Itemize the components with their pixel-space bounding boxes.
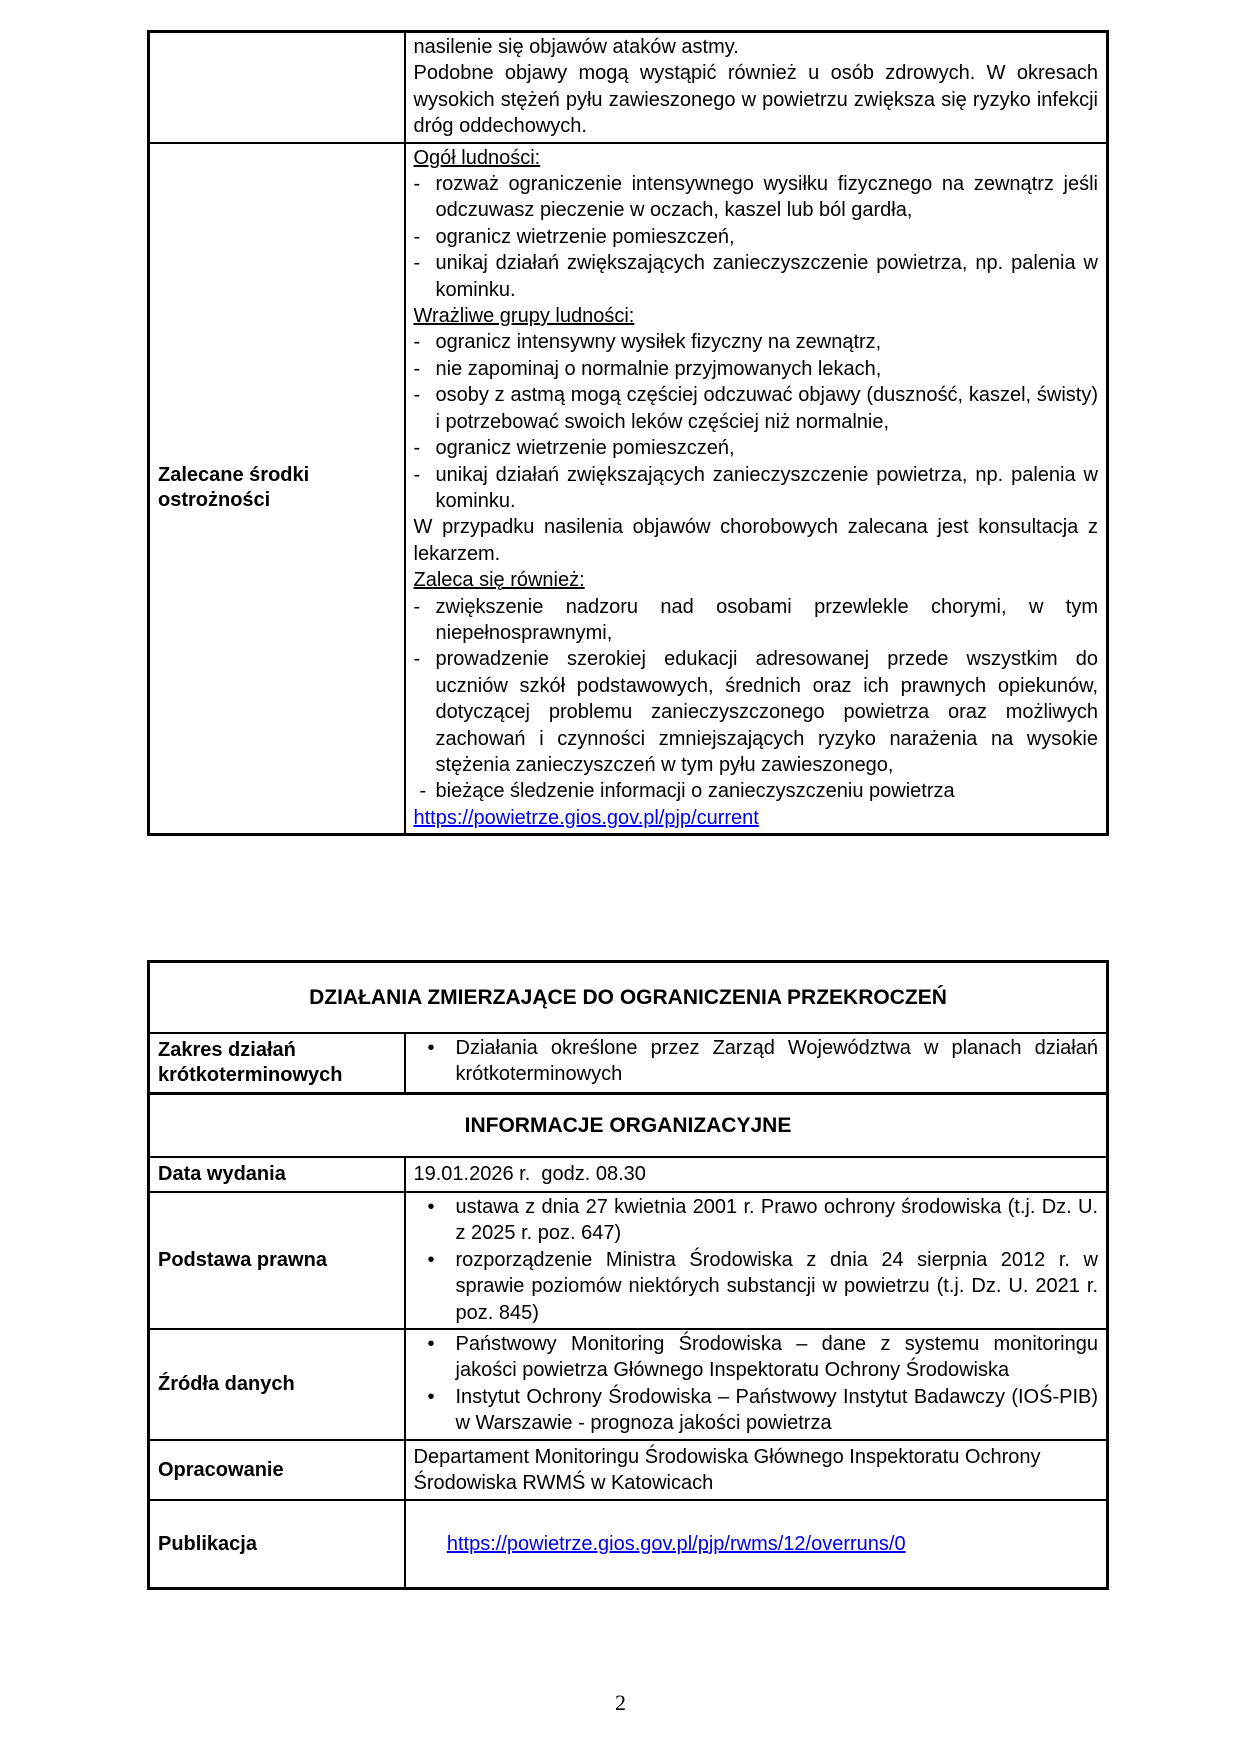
list-item-text: ustawa z dnia 27 kwietnia 2001 r. Prawo ochrony środowiska (t.j. Dz. U. z 2025 r. poz. 647) [455,1196,1098,1245]
list-item-text: prowadzenie szerokiej edukacji adresowanej przede wszystkim do uczniów szkół podstawowych, średnich oraz ich prawnych opiekunów, dotyczącej problemu zanieczyszczonego powietrza oraz możliwych zachowań i czynności zmniejszających ryzyko narażenia na wysokie stężenia zanieczyszczeń w tym pyłu zawieszonego, [435,648,1098,776]
table-row-issue-date [149,1157,1108,1192]
link-line [414,805,1099,831]
list-item-text: ogranicz intensywny wysiłek fizyczny na zewnątrz, [435,331,882,354]
health-effects-cell [405,32,1108,143]
list-item [414,171,1099,224]
precautions-label-cell [149,143,405,835]
list-item [414,1035,1099,1088]
subheading-sensitive-groups: Wrażliwe grupy ludności: [413,305,635,328]
list-item-text: osoby z astmą mogą częściej odczuwać objawy (duszność, kaszel, świsty) i potrzebować swoich leków częściej niż normalnie, [435,384,1098,433]
paragraph: Podobne objawy mogą wystąpić również u osób zdrowych. W okresach wysokich stężeń pyłu zawieszonego w powietrzu zwiększa się ryzyko infekcji dróg oddechowych. [413,62,1098,138]
bullet-marker: • [427,1196,435,1218]
issue-date-value: 19.01.2026 r. godz. 08.30 [405,1157,1108,1192]
list-item [414,435,1099,461]
list-item [414,1247,1099,1326]
list-item [414,594,1099,647]
bullet-marker: • [427,1385,435,1408]
table-row-org-info-title [149,1094,1108,1158]
list-item [414,356,1099,382]
table-row-prepared-by [149,1440,1108,1501]
dash-marker: - [419,780,427,803]
list-item [414,1194,1099,1247]
row-label: Opracowanie [158,1458,284,1481]
list-item-text: nie zapominaj o normalnie przyjmowanych lekach, [435,357,882,380]
bullet-marker: • [427,1248,435,1271]
short-term-actions-cell [405,1033,1108,1094]
prepared-by-value: Departament Monitoringu Środowiska Głównego Inspektoratu Ochrony Środowiska RWMŚ w Katowicach [405,1440,1108,1501]
dash-marker: - [413,225,421,248]
precautions-table [147,30,1109,836]
list-item-text: ogranicz wietrzenie pomieszczeń, [435,225,735,248]
list-item [414,646,1099,778]
row-label: Podstawa prawna [158,1249,327,1272]
dash-marker: - [413,437,421,460]
row-label: Publikacja [158,1532,257,1555]
list-item [414,382,1099,435]
row-label: Data wydania [158,1163,286,1185]
data-sources-cell [405,1329,1108,1440]
list-item-text: Instytut Ochrony Środowiska – Państwowy Instytut Badawczy (IOŚ-PIB) w Warszawie - prognoza jakości powietrza [455,1385,1098,1435]
legal-basis-cell [405,1192,1108,1329]
dash-marker: - [413,463,421,486]
dash-marker: - [413,357,421,380]
dash-marker: - [413,595,421,618]
organizational-info-table [147,960,1109,1590]
table-row-actions-title [149,962,1108,1034]
row-label: Zakres działań krótkoterminowych [158,1039,343,1086]
dash-marker: - [413,252,421,275]
page-number: 2 [615,1690,626,1715]
subheading-also-recommended: Zaleca się również: [413,569,585,592]
bullet-marker: • [427,1037,435,1059]
short-term-actions-label-cell [149,1033,405,1094]
list-item-text: rozważ ograniczenie intensywnego wysiłku fizycznego na zewnątrz jeśli odczuwasz pieczenie w oczach, kaszel lub ból gardła, [435,173,1098,222]
paragraph-doctor-consultation: W przypadku nasilenia objawów chorobowych zalecana jest konsultacja z lekarzem. [413,516,1098,565]
list-item-text: bieżące śledzenie informacji o zanieczyszczeniu powietrza [435,780,955,803]
list-item-text: rozporządzenie Ministra Środowiska z dnia 24 sierpnia 2012 r. w sprawie poziomów niektórych substancji w powietrzu (t.j. Dz. U. 2021 r. poz. 845) [455,1248,1098,1324]
list-item [414,778,1099,804]
list-item [414,224,1099,250]
table-row-publication [149,1500,1108,1588]
dash-marker: - [413,384,421,407]
publication-label-cell [149,1500,405,1588]
table-row-health-effects-continued [149,32,1108,143]
list-item [414,1331,1099,1384]
list-item [414,250,1099,303]
prepared-by-label-cell [149,1440,405,1501]
org-info-section-title: INFORMACJE ORGANIZACYJNE [149,1094,1108,1158]
row-label: Źródła danych [158,1372,295,1395]
list-item-text: unikaj działań zwiększających zanieczyszczenie powietrza, np. palenia w kominku. [435,252,1098,301]
list-item-text: unikaj działań zwiększających zanieczyszczenie powietrza, np. palenia w kominku. [435,463,1098,512]
dash-marker: - [413,648,421,671]
precautions-content-cell [405,143,1108,835]
table-row-legal-basis [149,1192,1108,1329]
list-item-text: zwiększenie nadzoru nad osobami przewlekle chorymi, w tym niepełnosprawnymi, [435,595,1098,644]
bullet-marker: • [427,1333,435,1356]
list-item [414,329,1099,355]
dash-marker: - [413,173,421,196]
table-row-short-term-actions [149,1033,1108,1094]
dash-marker: - [413,331,421,354]
row-label: Zalecane środki ostrożności [158,464,310,512]
list-item-text: ogranicz wietrzenie pomieszczeń, [435,437,735,460]
legal-basis-label-cell [149,1192,405,1329]
table-row-precautions [149,143,1108,835]
empty-label-cell [149,32,405,143]
list-item [414,462,1099,515]
issue-date-label-cell [149,1157,405,1192]
list-item [414,1384,1099,1437]
list-item-text: Państwowy Monitoring Środowiska – dane z systemu monitoringu jakości powietrza Głównego Inspektoratu Ochrony Środowiska [455,1333,1098,1382]
publication-link[interactable]: https://powietrze.gios.gov.pl/pjp/rwms/12/overruns/0 [446,1532,906,1555]
actions-section-title: DZIAŁANIA ZMIERZAJĄCE DO OGRANICZENIA PRZEKROCZEŃ [149,962,1108,1034]
subheading-general-population: Ogół ludności: [413,146,541,169]
data-sources-label-cell [149,1329,405,1440]
list-item-text: Działania określone przez Zarząd Województwa w planach działań krótkoterminowych [455,1037,1098,1086]
paragraph: nasilenie się objawów ataków astmy. [413,36,739,58]
table-row-data-sources [149,1329,1108,1440]
air-quality-current-link[interactable]: https://powietrze.gios.gov.pl/pjp/current [413,806,759,829]
publication-cell [405,1500,1108,1588]
